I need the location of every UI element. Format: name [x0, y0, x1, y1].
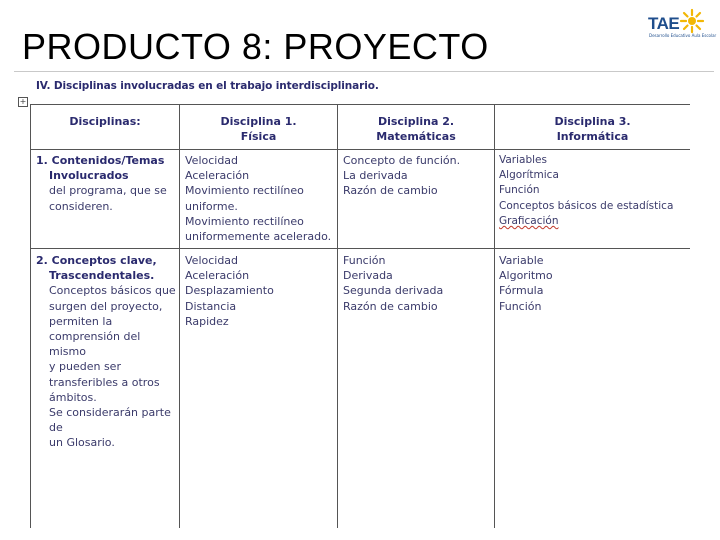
list-item: Función — [499, 299, 542, 313]
list-item: Rapidez — [185, 314, 229, 328]
header-disciplinas — [31, 114, 179, 129]
header-disciplinas-label: Disciplinas: — [69, 115, 141, 128]
list-item: Se considerarán parte de — [49, 406, 171, 435]
sun-icon — [679, 8, 705, 34]
list-item: Conceptos básicos que — [49, 284, 176, 298]
tae-logo — [648, 8, 717, 38]
list-item: La derivada — [343, 169, 408, 183]
row1-description-line-1: del programa, que se — [49, 184, 167, 198]
header-disciplina-2-name: Matemáticas — [376, 130, 456, 144]
list-item: Movimiento rectilíneo — [185, 214, 304, 228]
list-item: uniforme. — [185, 199, 238, 213]
list-item: surgen del proyecto, — [49, 299, 163, 313]
row1-fisica-list — [185, 153, 335, 244]
list-item: Razón de cambio — [343, 184, 438, 198]
list-item: Fórmula — [499, 284, 544, 298]
list-item: ámbitos. — [49, 390, 97, 404]
list-item: Aceleración — [185, 169, 250, 183]
row2-subtitle: Trascendentales. — [49, 269, 155, 283]
header-disciplina-3-name: Informática — [556, 130, 629, 144]
list-item: Segunda derivada — [343, 284, 444, 298]
row1-informatica-list — [499, 153, 689, 229]
list-item: Desplazamiento — [185, 284, 274, 298]
logo-text: TAE — [648, 14, 680, 33]
row1-matematicas-list — [343, 153, 493, 199]
list-item: y pueden ser — [49, 360, 121, 374]
list-item: permiten la — [49, 314, 113, 328]
row1-description-line-2: consideren. — [49, 199, 113, 213]
list-item: Graficación — [499, 214, 559, 227]
header-disciplina-1 — [180, 114, 337, 144]
row2-title: 2. Conceptos clave, — [36, 254, 157, 267]
list-item: Velocidad — [185, 254, 239, 267]
list-item: Razón de cambio — [343, 299, 438, 313]
list-item: Aceleración — [185, 269, 250, 283]
list-item: Velocidad — [185, 154, 239, 167]
list-item: transferibles a otros — [49, 375, 160, 389]
header-disciplina-3-number: Disciplina 3. — [554, 115, 631, 128]
header-disciplina-2 — [338, 114, 494, 144]
row1-title: 1. Contenidos/Temas — [36, 154, 165, 167]
header-disciplina-3 — [495, 114, 690, 144]
row1-subtitle: Involucrados — [49, 169, 129, 183]
row2-matematicas-list — [343, 253, 493, 314]
header-disciplina-1-number: Disciplina 1. — [220, 115, 297, 128]
list-item: Distancia — [185, 299, 237, 313]
list-item: Algoritmo — [499, 269, 553, 283]
row1-label — [36, 153, 178, 214]
header-disciplina-2-number: Disciplina 2. — [377, 115, 455, 128]
table-move-handle-icon[interactable]: + — [19, 97, 27, 106]
logo-tagline: Desarrollo Educativo Aula Escolar — [649, 33, 717, 38]
list-item: Conceptos básicos de estadística — [499, 199, 674, 212]
list-item: Concepto de función. — [343, 154, 461, 167]
list-item: comprensión del mismo — [49, 330, 141, 359]
row2-label — [36, 253, 178, 451]
slide-title: PRODUCTO 8: PROYECTO — [22, 26, 489, 67]
list-item: Variables — [499, 154, 547, 166]
section-heading: IV. Disciplinas involucradas en el trabajo interdisciplinario. — [36, 80, 379, 92]
list-item: Movimiento rectilíneo — [185, 184, 304, 198]
list-item: Derivada — [343, 269, 393, 283]
document-page — [0, 72, 720, 540]
row2-description — [36, 283, 178, 450]
list-item: un Glosario. — [49, 436, 115, 450]
row2-informatica-list — [499, 253, 689, 314]
list-item: Función — [343, 254, 386, 267]
list-item: Algorítmica — [499, 169, 559, 182]
list-item: uniformemente acelerado. — [185, 230, 332, 244]
row2-fisica-list — [185, 253, 335, 329]
list-item: Variable — [499, 254, 544, 267]
header-disciplina-1-name: Física — [240, 130, 277, 144]
list-item: Función — [499, 184, 540, 197]
